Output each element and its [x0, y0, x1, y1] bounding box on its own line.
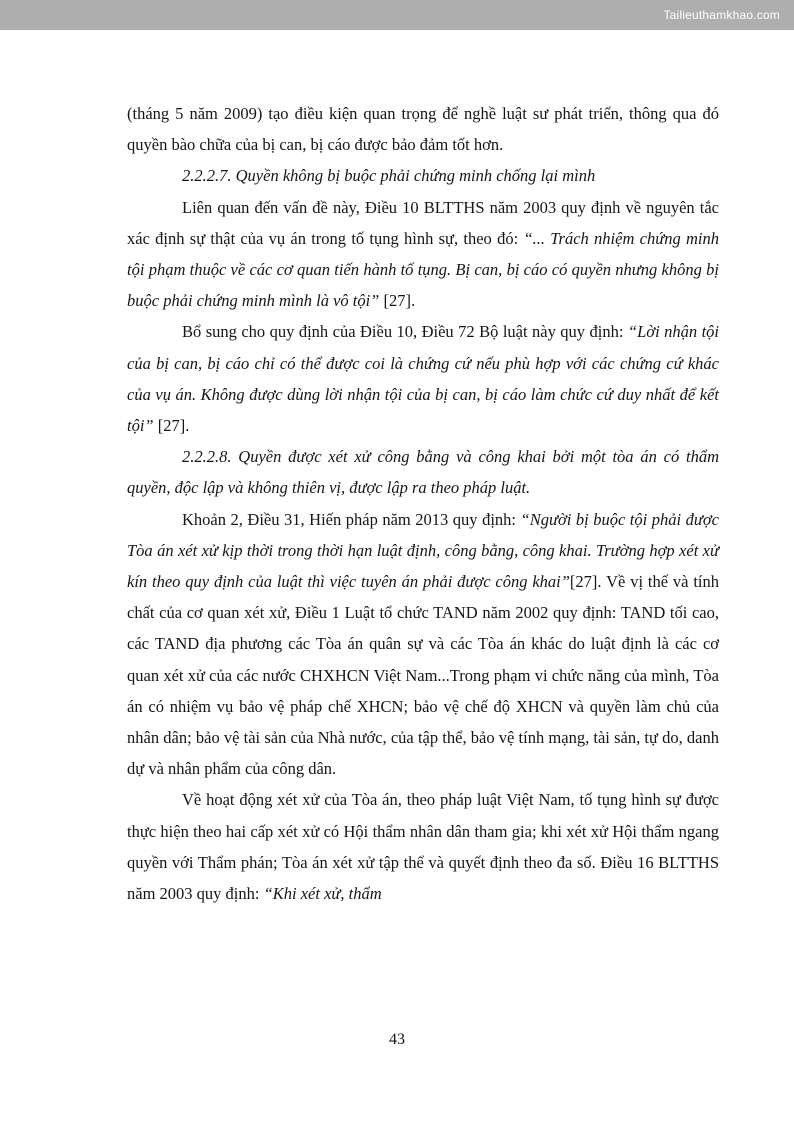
paragraph [127, 784, 719, 909]
italic-text: 2.2.2.7. Quyền không bị buộc phải chứng minh chống lại mình [182, 166, 596, 186]
body-text: Bổ sung cho quy định của Điều 10, Điều 72 Bộ luật này quy định: [182, 322, 628, 342]
document-body [127, 98, 719, 909]
paragraph [127, 160, 719, 191]
body-text: [27]. Về vị thế và tính chất của cơ quan xét xử, Điều 1 Luật tổ chức TAND năm 2002 quy định: TAND tối cao, các TAND địa phương các Tòa án quân sự và các Tòa án khác do luật định là các cơ quan xét xử của các nước CHXHCN Việt Nam...Trong phạm vi chức năng của mình, Tòa án có nhiệm vụ bảo vệ pháp chế XHCN; bảo vệ chế độ XHCN và quyền làm chủ của nhân dân; bảo vệ tài sản của Nhà nước, của tập thể, bảo vệ tính mạng, tài sản, tự do, danh dự và nhân phẩm của công dân. [127, 572, 719, 779]
body-text: [27]. [153, 416, 190, 436]
body-text: [27]. [379, 291, 416, 311]
body-text: Liên quan đến vấn đề này, Điều 10 BLTTHS năm 2003 quy định về nguyên tắc xác định sự thật của vụ án trong tố tụng hình sự, theo đó: [127, 197, 719, 248]
italic-text: “... Trách nhiệm chứng minh tội phạm thuộc về các cơ quan tiến hành tố tụng. Bị can, bị cáo có quyền nhưng không bị buộc phải chứng minh mình là vô tội” [127, 228, 719, 311]
body-text: (tháng 5 năm 2009) tạo điều kiện quan trọng để nghề luật sư phát triển, thông qua đó quyền bào chữa của bị can, bị cáo được bảo đảm tốt hơn. [127, 104, 719, 155]
italic-text: “Người bị buộc tội phải được Tòa án xét xử kịp thời trong thời hạn luật định, công bằng, công khai. Trường hợp xét xử kín theo quy định của luật thì việc tuyên án phải được công khai” [127, 509, 719, 592]
italic-text: “Lời nhận tội của bị can, bị cáo chỉ có thể được coi là chứng cứ nếu phù hợp với các chứng cứ khác của vụ án. Không được dùng lời nhận tội của bị can, bị cáo làm chức cứ duy nhất để kết tội” [127, 322, 719, 436]
italic-text: “Khi xét xử, thẩm [263, 884, 382, 904]
paragraph [127, 192, 719, 317]
body-text: Về hoạt động xét xử của Tòa án, theo pháp luật Việt Nam, tố tụng hình sự được thực hiện theo hai cấp xét xử có Hội thẩm nhân dân tham gia; khi xét xử Hội thẩm ngang quyền với Thẩm phán; Tòa án xét xử tập thể và quyết định theo đa số. Điều 16 BLTTHS năm 2003 quy định: [127, 790, 719, 904]
paragraph [127, 441, 719, 503]
paragraph [127, 98, 719, 160]
paragraph [127, 504, 719, 785]
watermark-text: Tailieuthamkhao.com [663, 8, 780, 22]
paragraph [127, 316, 719, 441]
italic-text: 2.2.2.8. Quyền được xét xử công bằng và công khai bởi một tòa án có thẩm quyền, độc lập và không thiên vị, được lập ra theo pháp luật. [127, 447, 719, 498]
body-text: Khoản 2, Điều 31, Hiến pháp năm 2013 quy định: [182, 509, 521, 529]
watermark-bar [0, 0, 794, 30]
page-number: 43 [389, 1031, 405, 1048]
